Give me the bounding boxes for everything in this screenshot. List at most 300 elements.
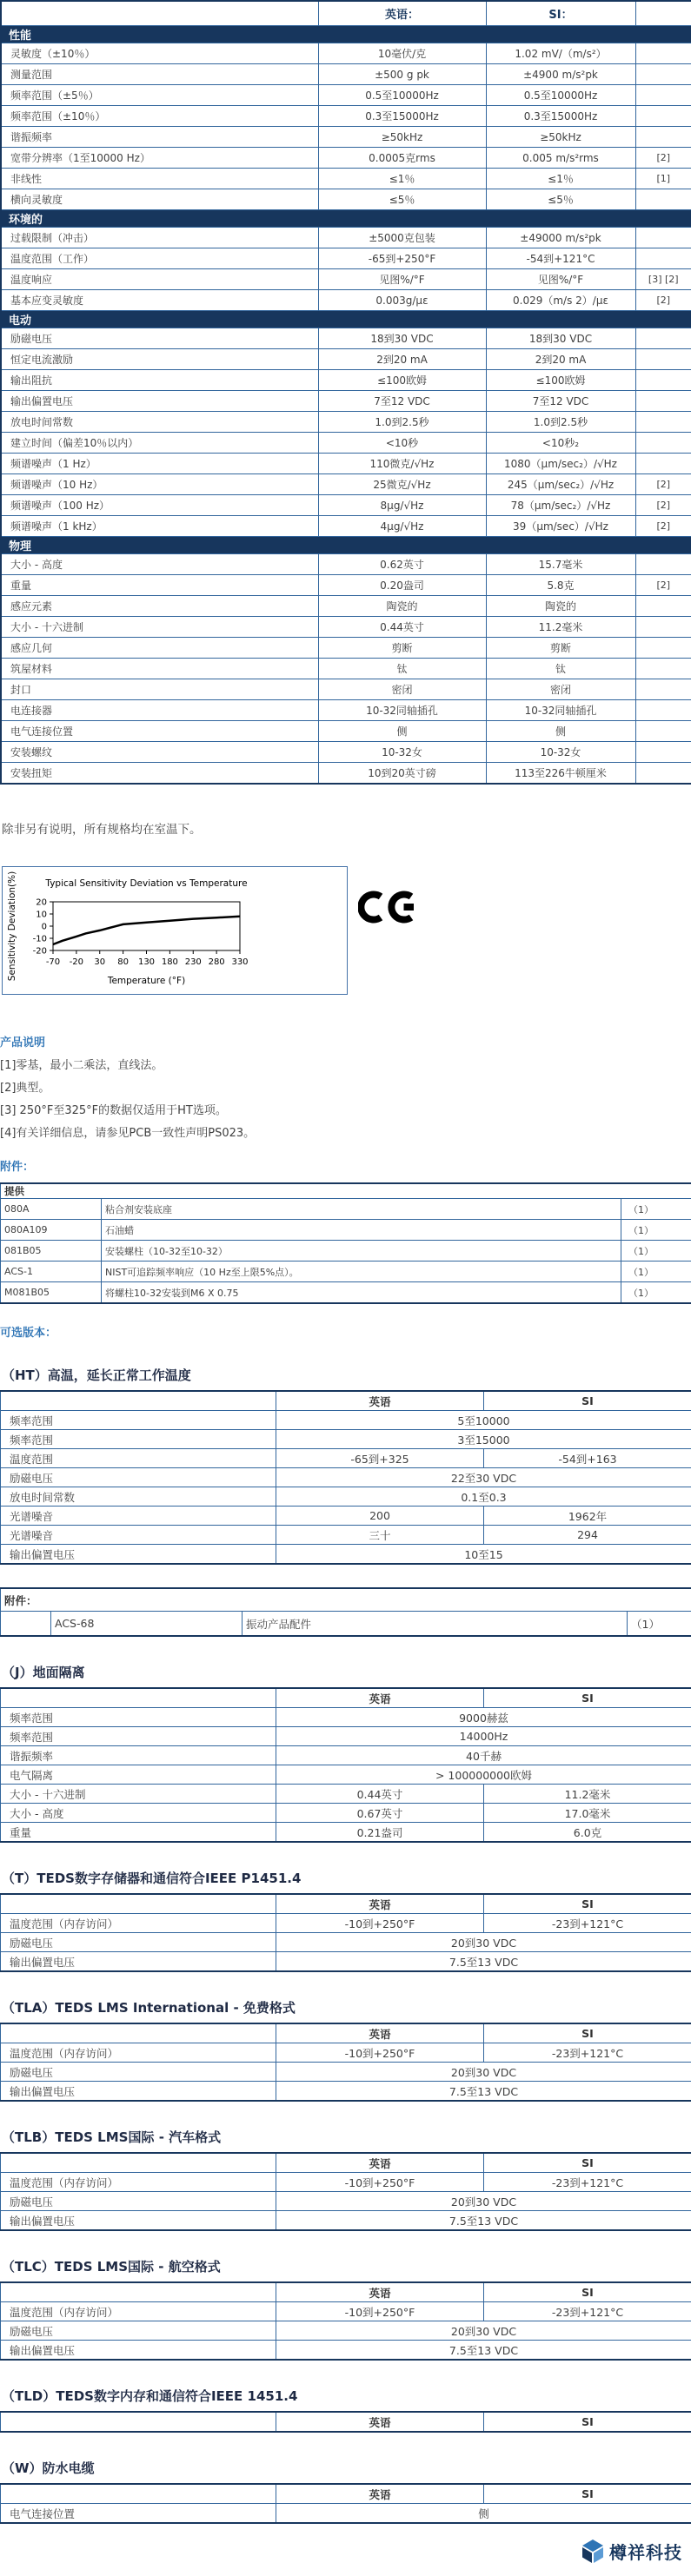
spec-label: 频谱噪声（10 Hz） xyxy=(1,474,318,495)
spec-label: 频谱噪声（100 Hz） xyxy=(1,495,318,516)
spec-value-si: 15.7毫米 xyxy=(486,554,635,575)
option-value-english: -10到+250°F xyxy=(276,2302,484,2321)
option-value: 0.1至0.3 xyxy=(276,1487,691,1507)
option-label: 温度范围（内存访问） xyxy=(1,2302,276,2321)
option-row xyxy=(1,2302,691,2321)
sensitivity-chart-svg xyxy=(3,867,347,994)
spec-value-english: 剪断 xyxy=(318,638,486,659)
option-table-header-row xyxy=(1,1391,691,1411)
spec-value-english: 8μg/√Hz xyxy=(318,495,486,516)
column-header-english: 英语 xyxy=(276,1894,484,1914)
spec-note: [2] xyxy=(635,148,691,169)
spec-value-english: 侧 xyxy=(318,721,486,742)
spec-value-si: 11.2毫米 xyxy=(486,617,635,638)
option-value: 侧 xyxy=(276,2504,691,2524)
spec-value-english: 10-32同轴插孔 xyxy=(318,700,486,721)
spec-value-si: 1.02 mV/（m/s²） xyxy=(486,43,635,64)
spec-label: 大小 - 高度 xyxy=(1,554,318,575)
option-row xyxy=(1,2211,691,2231)
section-header-row xyxy=(1,26,691,43)
option-row xyxy=(1,1785,691,1804)
section-label: 电动 xyxy=(1,311,691,328)
plot-area xyxy=(53,902,240,950)
column-header-english: 英语 xyxy=(276,2484,484,2504)
option-value: 20到30 VDC xyxy=(276,2192,691,2211)
option-section-heading: （T）TEDS数字存储器和通信符合IEEE P1451.4 xyxy=(2,1869,691,1887)
option-label: 大小 - 高度 xyxy=(1,1804,276,1823)
spec-row xyxy=(1,391,691,412)
option-table xyxy=(0,1687,691,1843)
spec-note xyxy=(635,742,691,763)
spec-value-english: 0.0005克rms xyxy=(318,148,486,169)
x-tick-label: 280 xyxy=(209,957,225,967)
spec-value-si: ≥50kHz xyxy=(486,127,635,148)
supplied-desc: 将螺柱10-32安装到M6 X 0.75 xyxy=(102,1282,621,1304)
spec-label: 筑屋材料 xyxy=(1,659,318,679)
option-section-heading: （W）防水电缆 xyxy=(2,2459,691,2477)
option-label: 频率范围 xyxy=(1,1411,276,1430)
x-tick-label: 180 xyxy=(162,957,178,967)
option-row xyxy=(1,1468,691,1487)
option-label: 光谱噪音 xyxy=(1,1507,276,1526)
option-section-heading: （J）地面隔离 xyxy=(2,1663,691,1681)
x-tick-label: 80 xyxy=(117,957,129,967)
option-table xyxy=(0,1390,691,1565)
spec-note xyxy=(635,679,691,700)
x-tick-label: 130 xyxy=(138,957,155,967)
supplied-code: 081B05 xyxy=(1,1241,102,1262)
option-value: 3至15000 xyxy=(276,1430,691,1449)
option-table-header-row xyxy=(1,2484,691,2504)
chart-row xyxy=(0,866,691,997)
spec-row xyxy=(1,43,691,64)
spec-value-english: 0.5至10000Hz xyxy=(318,85,486,106)
spec-value-si: 18到30 VDC xyxy=(486,328,635,349)
spec-label: 安装扭矩 xyxy=(1,763,318,785)
spec-value-english: 陶瓷的 xyxy=(318,596,486,617)
option-label: 频率范围 xyxy=(1,1727,276,1746)
spec-row xyxy=(1,596,691,617)
option-label: 温度范围 xyxy=(1,1449,276,1468)
supplied-qty: （1） xyxy=(621,1220,691,1241)
section-header-row xyxy=(1,210,691,228)
spec-note xyxy=(635,248,691,269)
option-label: 输出偏置电压 xyxy=(1,1545,276,1565)
option-row xyxy=(1,1804,691,1823)
supplied-code: ACS-1 xyxy=(1,1262,102,1282)
supplied-row xyxy=(1,1262,691,1282)
option-section-heading: （TLD）TEDS数字内存和通信符合IEEE 1451.4 xyxy=(2,2387,691,2405)
option-section-heading: （TLA）TEDS LMS International - 免费格式 xyxy=(2,1998,691,2016)
option-value-si: -23到+121°C xyxy=(484,2043,691,2063)
column-header-english: 英语： xyxy=(318,1,486,26)
spec-row xyxy=(1,516,691,537)
blank-cell xyxy=(1,2412,276,2432)
supplied-row xyxy=(1,1282,691,1304)
supplied-row xyxy=(1,1220,691,1241)
option-row xyxy=(1,2082,691,2102)
option-value-si: 11.2毫米 xyxy=(484,1785,691,1804)
spec-value-si: 0.029（m/s 2）/με xyxy=(486,290,635,311)
option-value-si: 294 xyxy=(484,1526,691,1545)
option-row xyxy=(1,2173,691,2192)
option-label: 励磁电压 xyxy=(1,2321,276,2341)
spec-value-english: 10到20英寸磅 xyxy=(318,763,486,785)
blank-cell xyxy=(635,1,691,26)
attachments-title: 附件： xyxy=(0,1157,691,1174)
supplied-qty: （1） xyxy=(621,1282,691,1304)
y-axis-label: Sensitivity Deviation(%) xyxy=(7,871,17,981)
footer xyxy=(0,2538,682,2564)
column-header-si: SI xyxy=(484,2412,691,2432)
supplied-code: 080A109 xyxy=(1,1220,102,1241)
option-row xyxy=(1,1823,691,1843)
option-value: 40千赫 xyxy=(276,1746,691,1765)
spec-value-english: 7至12 VDC xyxy=(318,391,486,412)
spec-note xyxy=(635,763,691,785)
spec-label: 基本应变灵敏度 xyxy=(1,290,318,311)
spec-value-si: 钛 xyxy=(486,659,635,679)
spec-label: 安装螺纹 xyxy=(1,742,318,763)
spec-value-english: ≤1％ xyxy=(318,169,486,189)
supplied-desc: NIST可追踪频率响应（10 Hz至上限5%点）。 xyxy=(102,1262,621,1282)
spec-label: 放电时间常数 xyxy=(1,412,318,433)
product-note: [4]有关详细信息，请参见PCB一致性声明PS023。 xyxy=(0,1122,691,1145)
spec-value-english: ≤5％ xyxy=(318,189,486,210)
section-label: 性能 xyxy=(1,26,691,43)
y-tick-label: -10 xyxy=(33,935,47,944)
option-value-si: 6.0克 xyxy=(484,1823,691,1843)
x-tick-label: -70 xyxy=(46,957,60,967)
spec-label: 谐振频率 xyxy=(1,127,318,148)
spec-table xyxy=(0,0,691,785)
blank-cell xyxy=(1,1688,276,1708)
product-note: [1]零基，最小二乘法，直线法。 xyxy=(0,1055,691,1077)
spec-value-si: ±4900 m/s²pk xyxy=(486,64,635,85)
option-value: 10至15 xyxy=(276,1545,691,1565)
option-row xyxy=(1,2504,691,2524)
option-table-header-row xyxy=(1,2412,691,2432)
option-value: 7.5至13 VDC xyxy=(276,1952,691,1972)
spec-value-english: 110微克/√Hz xyxy=(318,454,486,474)
column-header-si: SI xyxy=(484,1391,691,1411)
spec-note xyxy=(635,64,691,85)
y-tick-label: 0 xyxy=(42,923,47,932)
spec-note xyxy=(635,617,691,638)
supplied-qty: （1） xyxy=(621,1199,691,1220)
company-logo-text: 樽祥科技 xyxy=(609,2539,682,2564)
option-value-english: 0.21盎司 xyxy=(276,1823,484,1843)
option-label: 放电时间常数 xyxy=(1,1487,276,1507)
spec-label: 输出阻抗 xyxy=(1,370,318,391)
option-table-header-row xyxy=(1,1688,691,1708)
spec-value-si: ≤1％ xyxy=(486,169,635,189)
blank-cell xyxy=(1,2282,276,2302)
option-row xyxy=(1,1449,691,1468)
spec-value-english: 10毫伏/克 xyxy=(318,43,486,64)
spec-value-english: 4μg/√Hz xyxy=(318,516,486,537)
spec-row xyxy=(1,64,691,85)
column-header-english: 英语 xyxy=(276,1688,484,1708)
spec-row xyxy=(1,763,691,785)
spec-label: 宽带分辨率（1至10000 Hz） xyxy=(1,148,318,169)
option-label: 励磁电压 xyxy=(1,1468,276,1487)
spec-note xyxy=(635,189,691,210)
blank-cell xyxy=(1,2153,276,2173)
spec-value-english: 钛 xyxy=(318,659,486,679)
spec-label: 频谱噪声（1 kHz） xyxy=(1,516,318,537)
column-header-si: SI xyxy=(484,2282,691,2302)
spec-label: 频谱噪声（1 Hz） xyxy=(1,454,318,474)
spec-value-english: ≥50kHz xyxy=(318,127,486,148)
option-value-si: -54到+163 xyxy=(484,1449,691,1468)
column-header-english: 英语 xyxy=(276,1391,484,1411)
spec-label: 频率范围（±10％） xyxy=(1,106,318,127)
option-row xyxy=(1,2192,691,2211)
spec-value-si: 侧 xyxy=(486,721,635,742)
spec-value-si: 10-32女 xyxy=(486,742,635,763)
spec-row xyxy=(1,148,691,169)
spec-value-si: 1.0到2.5秒 xyxy=(486,412,635,433)
spec-row xyxy=(1,106,691,127)
option-table xyxy=(0,2411,691,2433)
spec-value-english: 1.0到2.5秒 xyxy=(318,412,486,433)
spec-row xyxy=(1,248,691,269)
spec-label: 感应几何 xyxy=(1,638,318,659)
option-label: 输出偏置电压 xyxy=(1,2211,276,2231)
option-label: 输出偏置电压 xyxy=(1,1952,276,1972)
x-tick-label: 30 xyxy=(94,957,105,967)
spec-value-si: 密闭 xyxy=(486,679,635,700)
spec-row xyxy=(1,638,691,659)
spec-value-si: ≤100欧姆 xyxy=(486,370,635,391)
spec-note: [2] xyxy=(635,474,691,495)
option-value: 9000赫兹 xyxy=(276,1708,691,1727)
option-value: 5至10000 xyxy=(276,1411,691,1430)
supplied-qty: （1） xyxy=(621,1262,691,1282)
spec-note xyxy=(635,228,691,248)
option-row xyxy=(1,1746,691,1765)
spec-value-english: <10秒 xyxy=(318,433,486,454)
spec-note xyxy=(635,127,691,148)
spec-row xyxy=(1,575,691,596)
option-table-header-row xyxy=(1,2153,691,2173)
spec-label: 输出偏置电压 xyxy=(1,391,318,412)
option-value-english: -10到+250°F xyxy=(276,2173,484,2192)
option-table xyxy=(0,2483,691,2524)
option-row xyxy=(1,1507,691,1526)
supplied-row xyxy=(1,1241,691,1262)
option-table xyxy=(0,2023,691,2102)
spec-note xyxy=(635,43,691,64)
spec-label: 感应元素 xyxy=(1,596,318,617)
spec-label: 横向灵敏度 xyxy=(1,189,318,210)
column-header-si: SI xyxy=(484,2153,691,2173)
spec-value-si: 7至12 VDC xyxy=(486,391,635,412)
spec-value-si: 1080（μm/sec₂）/√Hz xyxy=(486,454,635,474)
spec-row xyxy=(1,169,691,189)
section-header-row xyxy=(1,537,691,554)
accessory-qty: （1） xyxy=(628,1612,691,1637)
spec-row xyxy=(1,700,691,721)
option-table xyxy=(0,2152,691,2231)
spec-value-english: ±500 g pk xyxy=(318,64,486,85)
spec-value-si: 2到20 mA xyxy=(486,349,635,370)
accessory-desc: 振动产品配件 xyxy=(243,1612,628,1637)
spec-note: [3] [2] xyxy=(635,269,691,290)
option-table-header-row xyxy=(1,1894,691,1914)
spec-value-si: <10秒₂ xyxy=(486,433,635,454)
blank-cell xyxy=(1,2484,276,2504)
supplied-code: M081B05 xyxy=(1,1282,102,1304)
option-value-si: -23到+121°C xyxy=(484,1914,691,1933)
spec-row xyxy=(1,679,691,700)
column-header-si: SI xyxy=(484,2023,691,2043)
spec-value-english: 0.003g/με xyxy=(318,290,486,311)
spec-row xyxy=(1,495,691,516)
spec-value-si: 0.3至15000Hz xyxy=(486,106,635,127)
option-row xyxy=(1,1708,691,1727)
spec-value-english: -65到+250°F xyxy=(318,248,486,269)
option-row xyxy=(1,1933,691,1952)
y-tick-label: 10 xyxy=(36,911,47,920)
spec-value-si: ±49000 m/s²pk xyxy=(486,228,635,248)
spec-value-si: 245（μm/sec₂）/√Hz xyxy=(486,474,635,495)
sensitivity-chart xyxy=(2,866,348,995)
x-axis-label: Temperature (°F) xyxy=(107,976,185,986)
spec-note: [1] xyxy=(635,169,691,189)
spec-value-english: 0.62英寸 xyxy=(318,554,486,575)
spec-label: 恒定电流激励 xyxy=(1,349,318,370)
spec-value-english: ±5000克包装 xyxy=(318,228,486,248)
spec-note: [2] xyxy=(635,575,691,596)
column-header-english: 英语 xyxy=(276,2412,484,2432)
option-value-english: -65到+325 xyxy=(276,1449,484,1468)
spec-row xyxy=(1,617,691,638)
supplied-table-title: 提供 xyxy=(1,1183,691,1199)
option-value-si: -23到+121°C xyxy=(484,2302,691,2321)
spec-note xyxy=(635,391,691,412)
option-row xyxy=(1,1487,691,1507)
spec-row xyxy=(1,85,691,106)
spec-value-english: 见图%/°F xyxy=(318,269,486,290)
option-row xyxy=(1,1914,691,1933)
supplied-code: 080A xyxy=(1,1199,102,1220)
spec-value-si: 113至226牛顿厘米 xyxy=(486,763,635,785)
option-label: 输出偏置电压 xyxy=(1,2341,276,2361)
option-value: 7.5至13 VDC xyxy=(276,2082,691,2102)
spec-value-english: 2到20 mA xyxy=(318,349,486,370)
option-table-header-row xyxy=(1,2023,691,2043)
spec-note xyxy=(635,596,691,617)
option-value-english: 三十 xyxy=(276,1526,484,1545)
option-value: 14000Hz xyxy=(276,1727,691,1746)
option-value-english: 0.67英寸 xyxy=(276,1804,484,1823)
spec-note xyxy=(635,370,691,391)
option-section-heading: （TLC）TEDS LMS国际 - 航空格式 xyxy=(2,2257,691,2275)
spec-row xyxy=(1,742,691,763)
spec-value-si: 78（μm/sec₂）/√Hz xyxy=(486,495,635,516)
x-tick-label: 230 xyxy=(185,957,202,967)
option-row xyxy=(1,2063,691,2082)
supplied-qty: （1） xyxy=(621,1241,691,1262)
spec-value-si: 10-32同轴插孔 xyxy=(486,700,635,721)
spec-label: 灵敏度（±10％） xyxy=(1,43,318,64)
spec-label: 重量 xyxy=(1,575,318,596)
spec-note xyxy=(635,700,691,721)
accessory-title: 附件： xyxy=(1,1588,691,1612)
spec-row xyxy=(1,412,691,433)
option-value: 7.5至13 VDC xyxy=(276,2341,691,2361)
spec-value-si: 5.8克 xyxy=(486,575,635,596)
company-logo-icon xyxy=(580,2538,606,2564)
option-label: 温度范围（内存访问） xyxy=(1,2043,276,2063)
option-label: 重量 xyxy=(1,1823,276,1843)
chart-title: Typical Sensitivity Deviation vs Temperature xyxy=(44,878,247,889)
spec-row xyxy=(1,127,691,148)
section-header-row xyxy=(1,311,691,328)
spec-value-english: 0.3至15000Hz xyxy=(318,106,486,127)
option-value: 7.5至13 VDC xyxy=(276,2211,691,2231)
spec-note xyxy=(635,638,691,659)
blank-cell xyxy=(1,1612,51,1637)
ce-mark-icon xyxy=(358,889,419,925)
spec-value-english: ≤100欧姆 xyxy=(318,370,486,391)
product-notes-title: 产品说明 xyxy=(0,1033,691,1050)
option-row xyxy=(1,1545,691,1565)
spec-row xyxy=(1,269,691,290)
blank-cell xyxy=(1,1391,276,1411)
spec-row xyxy=(1,370,691,391)
option-value: 20到30 VDC xyxy=(276,2063,691,2082)
option-label: 励磁电压 xyxy=(1,2063,276,2082)
spec-value-si: 陶瓷的 xyxy=(486,596,635,617)
spec-note xyxy=(635,433,691,454)
spec-value-english: 18到30 VDC xyxy=(318,328,486,349)
optional-accessory-table xyxy=(0,1587,691,1637)
spec-label: 电连接器 xyxy=(1,700,318,721)
spec-note xyxy=(635,412,691,433)
spec-value-english: 10-32女 xyxy=(318,742,486,763)
spec-value-si: 剪断 xyxy=(486,638,635,659)
option-row xyxy=(1,1765,691,1785)
option-row xyxy=(1,1430,691,1449)
supplied-desc: 粘合剂安装底座 xyxy=(102,1199,621,1220)
blank-cell xyxy=(1,1,318,26)
spec-label: 大小 - 十六进制 xyxy=(1,617,318,638)
spec-row xyxy=(1,228,691,248)
optional-sections xyxy=(0,1366,691,2524)
spec-row xyxy=(1,290,691,311)
x-tick-label: -20 xyxy=(70,957,83,967)
spec-note xyxy=(635,454,691,474)
y-tick-label: 20 xyxy=(36,898,47,908)
spec-value-english: 0.20盎司 xyxy=(318,575,486,596)
spec-label: 过载限制（冲击） xyxy=(1,228,318,248)
spec-value-si: 0.5至10000Hz xyxy=(486,85,635,106)
option-row xyxy=(1,2321,691,2341)
sensitivity-curve xyxy=(53,917,240,944)
spec-note xyxy=(635,554,691,575)
column-header-si: SI： xyxy=(486,1,635,26)
spec-value-si: 见图%/°F xyxy=(486,269,635,290)
column-header-si: SI xyxy=(484,2484,691,2504)
option-row xyxy=(1,2341,691,2361)
spec-value-si: ≤5％ xyxy=(486,189,635,210)
accessory-title-row xyxy=(1,1588,691,1612)
spec-table-header-row xyxy=(1,1,691,26)
supplied-desc: 石油蜡 xyxy=(102,1220,621,1241)
